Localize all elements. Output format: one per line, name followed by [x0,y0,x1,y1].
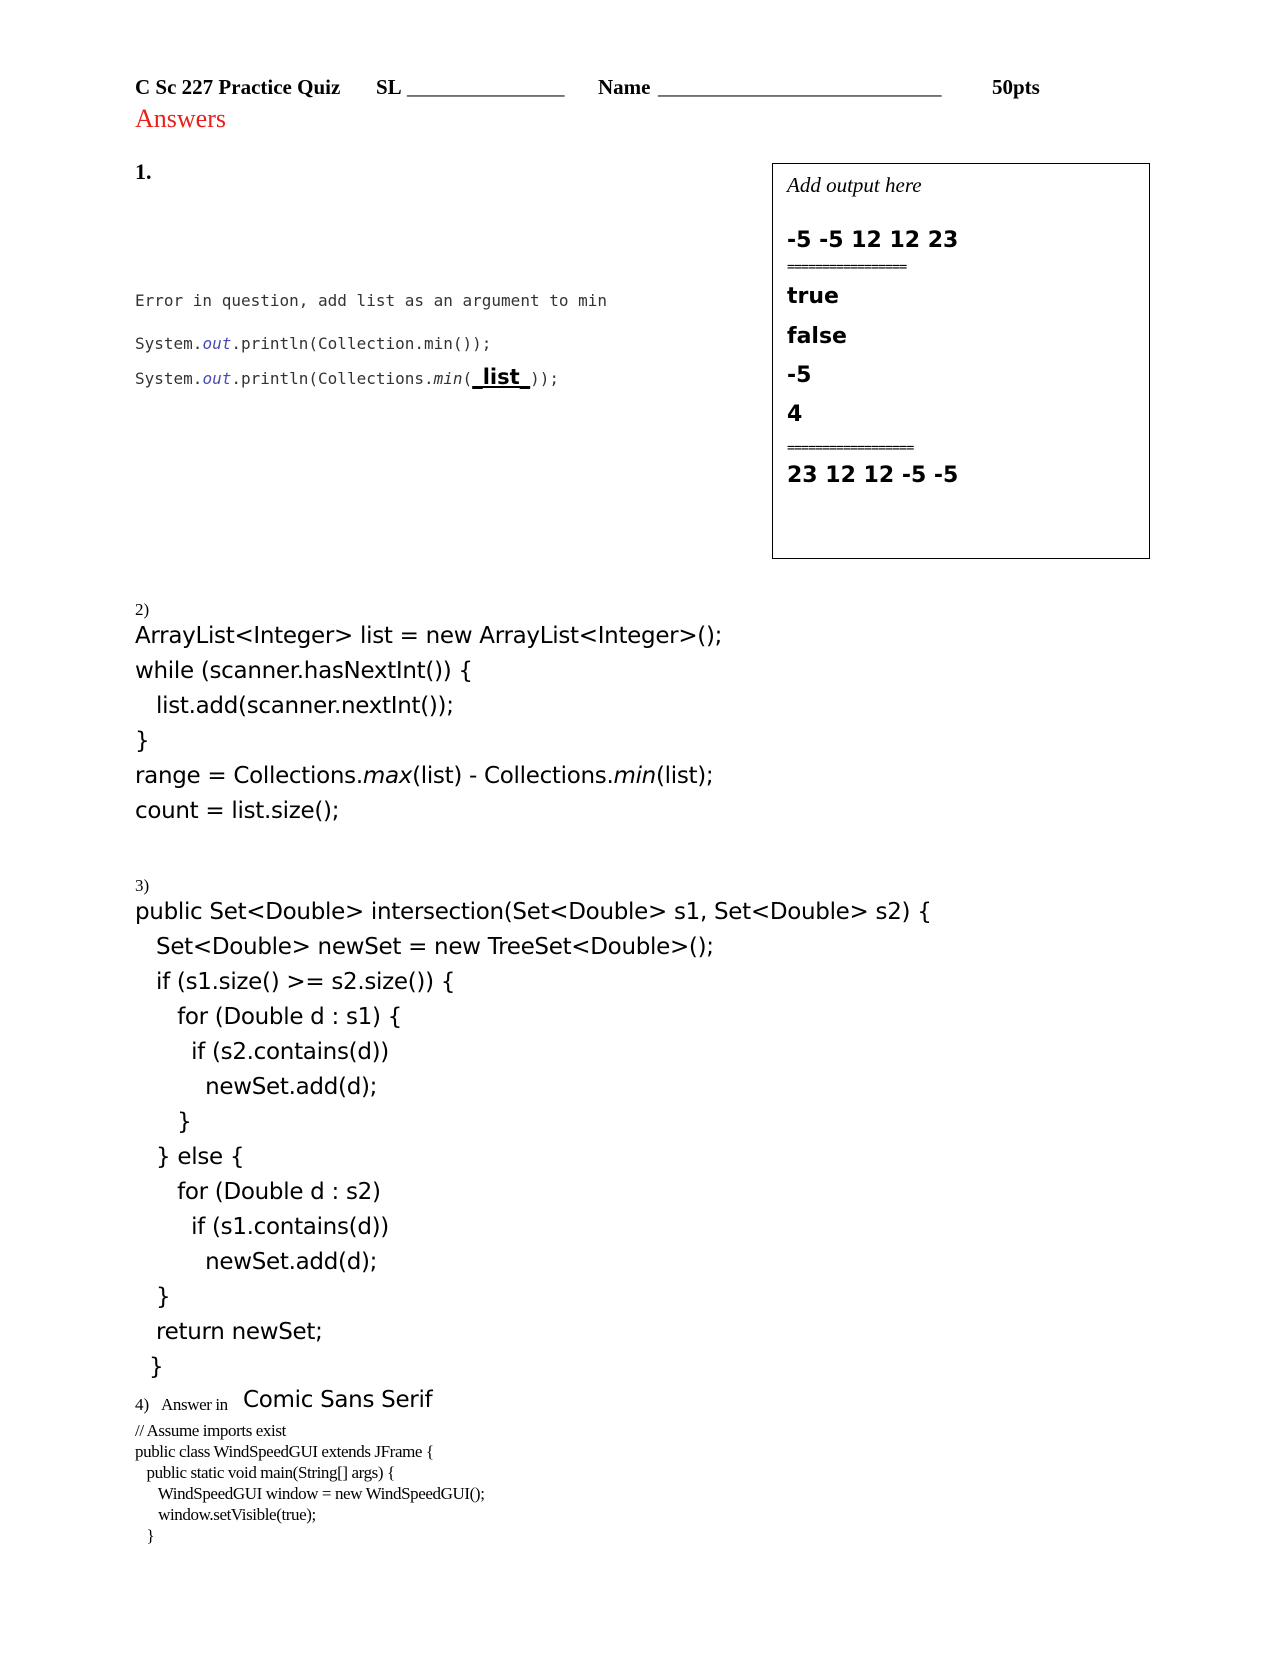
code-method: max [362,763,413,789]
q3-line: if (s1.contains(d)) [135,1214,389,1240]
q2-line: count = list.size(); [135,798,340,824]
q2-range-line [135,763,713,789]
q4-intro: Answer in [161,1395,228,1414]
code-keyword: out [202,334,232,353]
q3-line: } [135,1284,171,1310]
sl-blank: _______________ [407,75,565,99]
q3-line: if (s2.contains(d)) [135,1039,389,1065]
q2-line: while (scanner.hasNextInt()) { [135,658,473,684]
code-text: (list) - Collections. [412,763,614,789]
name-blank: ___________________________ [658,75,942,99]
q3-line: } [135,1109,192,1135]
sl-label: SL [376,75,402,99]
code-text: .println(Collection.min()); [231,334,492,353]
q4-line: } [135,1526,155,1545]
q3-line: } [135,1354,164,1380]
code-text: System. [135,334,203,353]
output-line2: true [787,284,839,309]
q4-line: public static void main(String[] args) { [135,1463,395,1482]
name-label: Name [598,75,651,99]
output-line1: -5 -5 12 12 23 [787,228,959,253]
q1-code-line2 [135,365,559,389]
output-separator1: ================= [787,260,907,275]
q3-line: Set<Double> newSet = new TreeSet<Double>(); [135,934,714,960]
q3-line: for (Double d : s1) { [135,1004,402,1030]
code-text: )); [530,369,560,388]
output-line6: 23 12 12 -5 -5 [787,463,959,488]
output-box [772,163,1150,559]
q4-number: 4) [135,1395,150,1414]
course-title: C Sc 227 Practice Quiz [135,75,341,99]
q3-line: if (s1.size() >= s2.size()) { [135,969,456,995]
points-label: 50pts [992,75,1040,99]
output-line4: -5 [787,363,812,388]
q4-line: // Assume imports exist [135,1421,286,1440]
q3-line: newSet.add(d); [135,1074,378,1100]
q4-line: WindSpeedGUI window = new WindSpeedGUI(); [135,1484,485,1503]
q4-font-note: Comic Sans Serif [243,1387,433,1413]
output-heading: Add output here [787,173,922,197]
output-line5: 4 [787,402,803,427]
q4-line: public class WindSpeedGUI extends JFrame { [135,1442,434,1461]
code-text: range = Collections. [135,763,363,789]
code-method: min [433,369,463,388]
q3-line: return newSet; [135,1319,323,1345]
code-text: .println(Collections. [231,369,434,388]
q2-line: } [135,728,150,754]
code-keyword: out [202,369,232,388]
output-line3: false [787,324,847,349]
code-method: min [613,763,656,789]
q3-line: public Set<Double> intersection(Set<Double> s1, Set<Double> s2) { [135,899,932,925]
answers-label: Answers [135,104,226,133]
q1-note: Error in question, add list as an argument to min [135,291,608,310]
q1-answer-blank: _list_ [472,365,531,389]
q1-code-line1 [135,334,491,353]
code-text: (list); [655,763,714,789]
q1-number: 1. [135,159,152,184]
q3-line: } else { [135,1144,245,1170]
q3-line: for (Double d : s2) [135,1179,381,1205]
code-text: System. [135,369,203,388]
output-separator2: ================== [787,441,914,456]
q2-number: 2) [135,600,150,619]
q4-line: window.setVisible(true); [135,1505,316,1524]
q3-line: newSet.add(d); [135,1249,378,1275]
q3-number: 3) [135,876,150,895]
q2-line: list.add(scanner.nextInt()); [135,693,454,719]
q2-line: ArrayList<Integer> list = new ArrayList<Integer>(); [135,623,723,649]
code-text: ( [462,369,473,388]
